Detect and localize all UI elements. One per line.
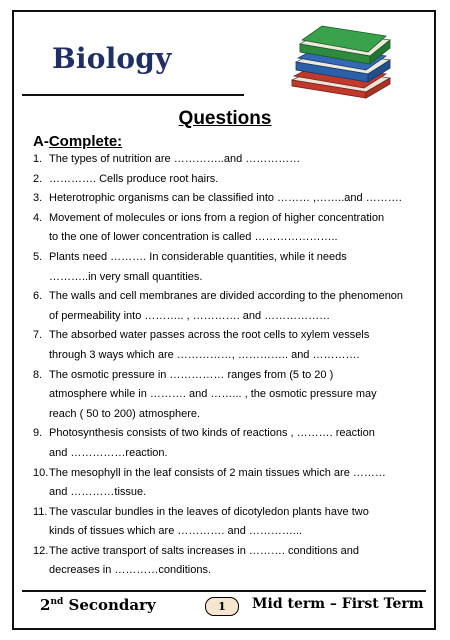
question-text: The osmotic pressure in …………… ranges from (5 to 20 ) [49,368,334,381]
question-number: 1. [33,153,43,165]
grade-word: Secondary [68,596,156,614]
question-item [33,424,425,463]
question-number: 12. [33,544,49,557]
question-text: Photosynthesis consists of two kinds of reactions , ………. reaction [49,427,375,440]
question-text: The mesophyll in the leaf consists of 2 main tissues which are ……… [49,466,386,479]
question-number: 10. [33,466,49,479]
question-text: The absorbed water passes across the root cells to xylem vessels [49,329,370,342]
subject-title: Biology [52,42,172,75]
question-text: The vascular bundles in the leaves of dicotyledon plants have two [49,505,369,518]
question-number: 3. [33,192,43,205]
question-item [33,209,425,248]
section-title: Questions [178,108,272,129]
question-item [33,287,425,326]
question-number: 8. [33,368,43,381]
question-number: 5. [33,250,43,263]
question-item [33,503,425,542]
page-number-badge: 1 [205,597,239,616]
question-item [33,170,425,190]
question-text: of permeability into ……….. , …………. and ……………… [49,309,331,322]
question-text: decreases in …………conditions. [49,564,212,577]
question-text: ………..in very small quantities. [49,270,203,283]
question-text: kinds of tissues which are …………. and …………... [49,525,303,538]
section-heading-label: Complete: [48,133,123,150]
question-text: The walls and cell membranes are divided according to the phenomenon [49,290,404,303]
question-text: The types of nutrition are …………..and …………… [49,153,301,165]
question-item [33,150,425,170]
grade-label [40,596,156,614]
question-item [33,542,425,581]
question-text: atmosphere while in ………. and ……... , the osmotic pressure may [49,388,377,401]
grade-suffix: nd [50,597,64,607]
question-text: The active transport of salts increases in ………. conditions and [49,544,359,557]
question-item [33,366,425,425]
term-label: Mid term – First Term [252,596,424,612]
question-item [33,326,425,365]
question-text: and ……………reaction. [49,446,168,459]
question-number: 11. [33,505,48,518]
question-number: 2. [33,172,43,185]
question-number: 6. [33,290,43,303]
question-text: through 3 ways which are ……………, ………….. and …………. [49,348,360,361]
question-item [33,248,425,287]
question-text: Heterotrophic organisms can be classified into ……… ,……..and ………. [49,192,402,205]
section-heading [33,133,122,150]
question-item [33,464,425,503]
question-text: reach ( 50 to 200) atmosphere. [49,407,201,420]
question-text: …………. Cells produce root hairs. [49,172,219,185]
footer-divider [22,590,426,592]
question-list [33,150,425,581]
question-text: Plants need ………. In considerable quantities, while it needs [49,250,347,263]
header-divider [22,94,244,96]
question-text: Movement of molecules or ions from a region of higher concentration [49,211,385,224]
question-number: 4. [33,211,43,224]
section-letter: A- [33,133,49,150]
question-number: 9. [33,427,43,440]
question-text: and …………tissue. [49,486,147,499]
grade-number: 2 [40,596,51,614]
question-text: to the one of lower concentration is called ………………….. [49,231,338,244]
stack-of-books-icon [286,18,396,100]
question-number: 7. [33,329,43,342]
question-item [33,189,425,209]
